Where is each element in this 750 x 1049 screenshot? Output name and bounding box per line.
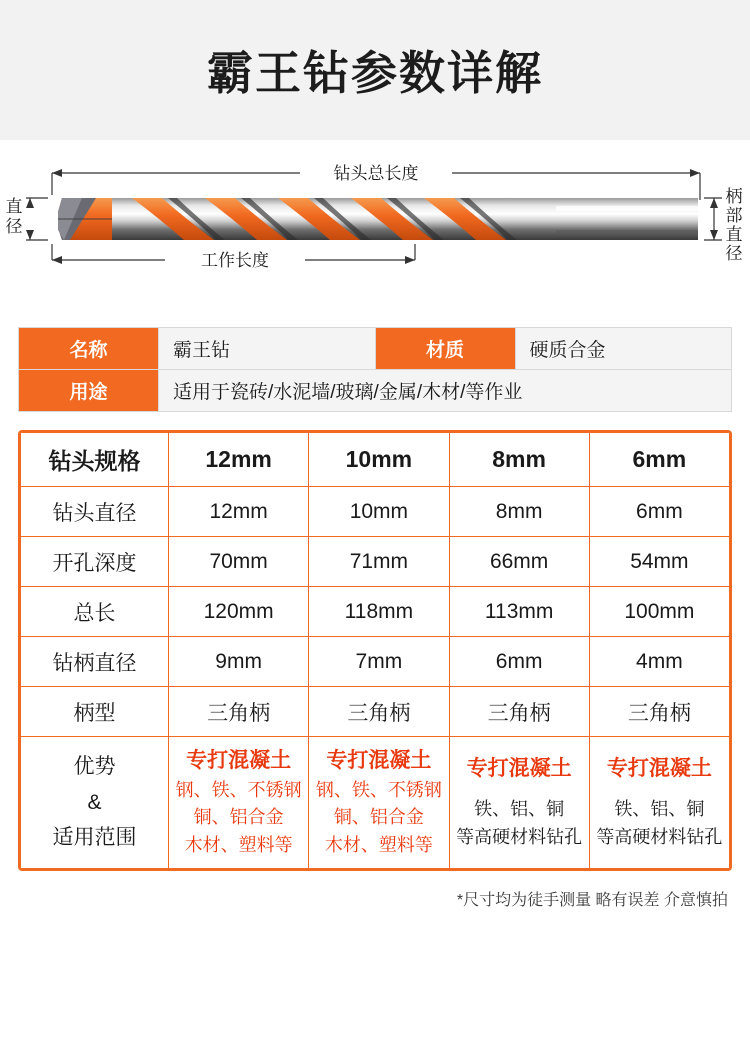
spec-cell: 66mm — [449, 537, 589, 587]
spec-cell: 100mm — [589, 587, 729, 637]
dim-total-length-label: 钻头总长度 — [333, 164, 419, 183]
advantage-cell — [449, 737, 589, 869]
advantage-row — [21, 737, 730, 869]
spec-cell: 71mm — [309, 537, 449, 587]
spec-cell: 4mm — [589, 637, 729, 687]
dim-diameter — [6, 197, 49, 240]
dim-shank-label-char4: 径 — [725, 244, 743, 263]
spec-cell: 8mm — [449, 433, 589, 487]
spec-cell: 118mm — [309, 587, 449, 637]
dim-diameter-label-char1: 直 — [5, 197, 23, 216]
spec-cell: 三角柄 — [309, 687, 449, 737]
advantage-title: 专打混凝土 — [606, 756, 712, 780]
table-row — [21, 433, 730, 487]
spec-cell: 10mm — [309, 487, 449, 537]
drill-body — [58, 198, 698, 240]
advantage-line: 等高硬材料钻孔 — [596, 827, 723, 848]
advantage-row-head — [21, 737, 169, 869]
spec-cell: 113mm — [449, 587, 589, 637]
dim-shank-diameter — [704, 187, 743, 263]
spec-table — [20, 432, 730, 869]
advantage-title: 专打混凝土 — [326, 749, 432, 772]
table-row — [21, 587, 730, 637]
drill-bit-illustration — [0, 140, 750, 315]
dim-working-length-label: 工作长度 — [201, 251, 269, 270]
dim-diameter-label-char2: 径 — [5, 217, 23, 236]
spec-cell: 7mm — [309, 637, 449, 687]
spec-cell: 三角柄 — [449, 687, 589, 737]
spec-cell: 9mm — [169, 637, 309, 687]
spec-row-head: 总长 — [21, 587, 169, 637]
info-label-usage: 用途 — [19, 370, 159, 412]
spec-cell: 6mm — [589, 433, 729, 487]
dim-total-length — [52, 164, 700, 200]
advantage-line: 木材、塑料等 — [324, 835, 433, 856]
drill-bit-diagram — [0, 140, 750, 315]
spec-cell: 120mm — [169, 587, 309, 637]
dim-working-length — [52, 244, 415, 270]
spec-row-head: 钻头规格 — [21, 433, 169, 487]
spec-row-head: 钻柄直径 — [21, 637, 169, 687]
advantage-line: 钢、铁、不锈钢 — [315, 779, 442, 800]
spec-row-head: 柄型 — [21, 687, 169, 737]
spec-table-wrapper — [18, 430, 732, 871]
info-label-material: 材质 — [375, 328, 515, 370]
spec-cell: 6mm — [589, 487, 729, 537]
spec-cell: 三角柄 — [589, 687, 729, 737]
page-title: 霸王钻参数详解 — [207, 47, 543, 99]
advantage-line: 铁、铝、铜 — [614, 799, 705, 820]
advantage-title: 专打混凝土 — [186, 749, 292, 772]
advantage-line: 钢、铁、不锈钢 — [175, 779, 302, 800]
advantage-cell — [589, 737, 729, 869]
table-row — [21, 487, 730, 537]
advantage-line: 铜、铝合金 — [193, 807, 284, 828]
footnote: *尺寸均为徒手测量 略有误差 介意慎拍 — [456, 892, 728, 910]
advantage-line: 铁、铝、铜 — [474, 799, 565, 820]
spec-cell: 8mm — [449, 487, 589, 537]
dim-shank-label-char2: 部 — [725, 206, 743, 225]
info-row-usage — [19, 370, 732, 412]
spec-cell: 12mm — [169, 487, 309, 537]
advantage-line: 等高硬材料钻孔 — [456, 827, 583, 848]
advantage-title: 专打混凝土 — [466, 756, 572, 780]
spec-cell: 12mm — [169, 433, 309, 487]
info-value-material: 硬质合金 — [515, 328, 732, 370]
info-value-name: 霸王钻 — [159, 328, 376, 370]
advantage-cell — [169, 737, 309, 869]
advantage-cell — [309, 737, 449, 869]
table-row — [21, 687, 730, 737]
spec-row-head: 钻头直径 — [21, 487, 169, 537]
spec-cell: 6mm — [449, 637, 589, 687]
table-row — [21, 637, 730, 687]
advantage-line: 铜、铝合金 — [333, 807, 424, 828]
page-header — [0, 0, 750, 140]
spec-cell: 10mm — [309, 433, 449, 487]
info-table — [18, 327, 732, 412]
dim-shank-label-char1: 柄 — [725, 187, 743, 206]
spec-cell: 三角柄 — [169, 687, 309, 737]
spec-cell: 54mm — [589, 537, 729, 587]
advantage-label-line1: 优势 — [73, 755, 116, 779]
advantage-line: 木材、塑料等 — [184, 835, 293, 856]
spec-cell: 70mm — [169, 537, 309, 587]
spec-row-head: 开孔深度 — [21, 537, 169, 587]
dim-shank-label-char3: 直 — [725, 225, 743, 244]
info-value-usage: 适用于瓷砖/水泥墙/玻璃/金属/木材/等作业 — [159, 370, 732, 412]
table-row — [21, 537, 730, 587]
advantage-label-line3: 适用范围 — [52, 826, 137, 850]
info-row-name-material — [19, 328, 732, 370]
advantage-label-line2: & — [87, 790, 102, 814]
info-label-name: 名称 — [19, 328, 159, 370]
